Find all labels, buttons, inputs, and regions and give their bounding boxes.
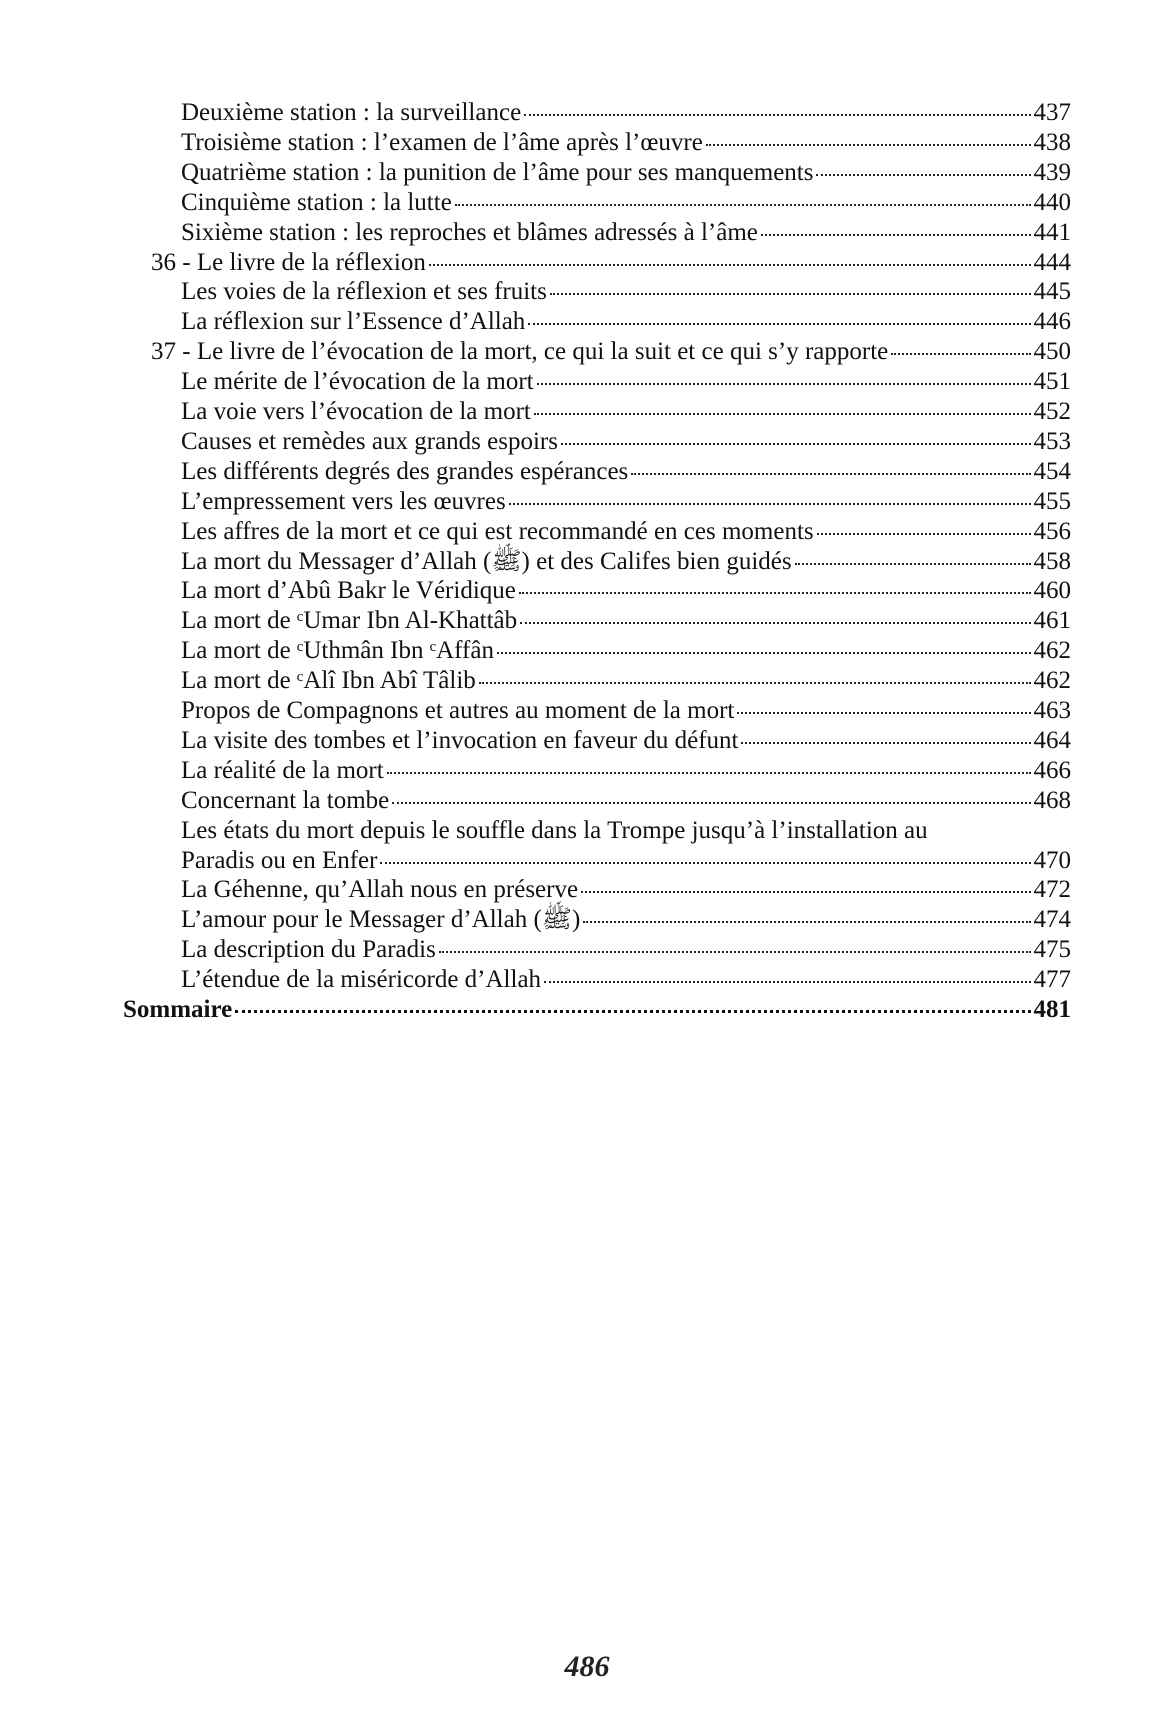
toc-entry[interactable] [181,963,1071,996]
dot-leader [528,323,1030,325]
dot-leader [429,264,1031,266]
toc-row [0,634,1174,667]
toc-entry-page: 477 [1033,966,1071,993]
toc-entry[interactable] [181,634,1071,667]
toc-entry[interactable] [181,275,1071,308]
toc-entry-title: Paradis ou en Enfer [181,847,378,874]
toc-entry[interactable] [181,903,1071,936]
toc-entry-page: 445 [1033,278,1071,305]
toc-entry[interactable] [181,933,1071,966]
dot-leader [706,144,1031,146]
toc-entry-title: Concernant la tombe [181,787,390,814]
toc-entry-title: Sixième station : les reproches et blâmes adressés à l’âme [181,219,758,246]
toc-entry-title: Le mérite de l’évocation de la mort [181,368,534,395]
toc-row [0,604,1174,637]
dot-leader [439,951,1031,953]
toc-entry-page: 458 [1033,548,1071,575]
toc-entry-page: 463 [1033,697,1071,724]
dot-leader [817,533,1031,535]
toc-entry[interactable] [181,186,1071,219]
dot-leader [537,383,1031,385]
dot-leader [524,114,1030,116]
toc-entry-title: La réflexion sur l’Essence d’Allah [181,308,526,335]
toc-entry-title: Propos de Compagnons et autres au moment de la mort [181,697,735,724]
toc-entry-page: 470 [1033,847,1071,874]
toc-entry-page: 453 [1033,428,1071,455]
toc-entry[interactable] [181,724,1071,757]
dot-leader [509,503,1031,505]
toc-entry[interactable] [181,515,1071,548]
toc-entry-page: 462 [1033,637,1071,664]
toc-entry-title: La réalité de la mort [181,757,384,784]
toc-entry[interactable] [181,96,1071,129]
dot-leader [534,413,1031,415]
toc-row [0,903,1174,936]
toc-row [0,156,1174,189]
toc-entry-page: 475 [1033,936,1071,963]
toc-row [0,814,1174,847]
toc-entry[interactable] [123,993,1071,1026]
dot-leader [387,772,1031,774]
toc-entry-page: 456 [1033,518,1071,545]
toc-entry[interactable] [181,604,1071,637]
toc-entry-page: 472 [1033,876,1071,903]
toc-entry[interactable] [151,335,1071,368]
toc-row [0,186,1174,219]
toc-entry[interactable] [181,216,1071,249]
toc-row [0,873,1174,906]
dot-leader [380,862,1030,864]
dot-leader [631,473,1030,475]
toc-entry-page: 439 [1033,159,1071,186]
dot-leader [520,622,1030,624]
toc-row [0,993,1174,1026]
toc-entry[interactable] [181,694,1071,727]
toc-entry-title: Sommaire [123,996,233,1023]
toc-entry-page: 450 [1033,338,1071,365]
toc-entry-title: L’amour pour le Messager d’Allah (ﷺ) [181,906,581,933]
toc-row [0,574,1174,607]
toc-entry-title: La voie vers l’évocation de la mort [181,398,531,425]
dot-leader [816,174,1030,176]
toc-entry[interactable] [181,455,1071,488]
toc-entry-page: 461 [1033,607,1071,634]
toc-entry[interactable] [181,664,1071,697]
toc-entry[interactable] [181,814,1071,847]
dot-leader [392,802,1030,804]
toc-entry-page: 437 [1033,99,1071,126]
toc-row [0,485,1174,518]
toc-entry-page: 460 [1033,577,1071,604]
toc-entry-page: 440 [1033,189,1071,216]
toc-row [0,216,1174,249]
dot-leader [581,891,1030,893]
toc-row [0,754,1174,787]
toc-entry-page: 446 [1033,308,1071,335]
toc-row [0,275,1174,308]
dot-leader [519,592,1031,594]
toc-row [0,395,1174,428]
toc-entry[interactable] [181,485,1071,518]
toc-entry-title: La mort d’Abû Bakr le Véridique [181,577,516,604]
toc-entry-title: La mort de ᶜAlî Ibn Abî Tâlib [181,667,476,694]
toc-row [0,365,1174,398]
toc-entry-title: La mort du Messager d’Allah (ﷺ) et des Califes bien guidés [181,548,792,575]
dot-leader [761,234,1031,236]
toc-entry[interactable] [181,305,1071,338]
dot-leader [583,921,1030,923]
toc-entry-title: Les états du mort depuis le souffle dans la Trompe jusqu’à l’installation au [181,817,928,844]
toc-entry-title: Les différents degrés des grandes espérances [181,458,629,485]
toc-entry-title: 36 - Le livre de la réflexion [151,249,426,276]
dot-leader [550,293,1031,295]
toc-row [0,694,1174,727]
toc-entry-page: 454 [1033,458,1071,485]
toc-entry-title: La mort de ᶜUmar Ibn Al-Khattâb [181,607,518,634]
toc-entry[interactable] [181,395,1071,428]
toc-entry[interactable] [181,574,1071,607]
toc-row [0,425,1174,458]
toc-entry-title: L’empressement vers les œuvres [181,488,506,515]
toc-row [0,335,1174,368]
toc-row [0,305,1174,338]
toc-entry-page: 481 [1033,996,1071,1023]
toc-row [0,724,1174,757]
dot-leader [737,712,1030,714]
toc-entry-page: 444 [1033,249,1071,276]
toc-row [0,933,1174,966]
toc-row [0,963,1174,996]
toc-row [0,455,1174,488]
toc-entry[interactable] [181,126,1071,159]
toc-entry[interactable] [181,156,1071,189]
toc-entry-page: 452 [1033,398,1071,425]
toc-entry-page: 438 [1033,129,1071,156]
toc-entry-page: 474 [1033,906,1071,933]
toc-entry-title: 37 - Le livre de l’évocation de la mort, ce qui la suit et ce qui s’y rapporte [151,338,889,365]
toc-entry-page: 455 [1033,488,1071,515]
toc-entry-title: Quatrième station : la punition de l’âme pour ses manquements [181,159,814,186]
toc-entry-title: La Géhenne, qu’Allah nous en préserve [181,876,579,903]
dot-leader [479,682,1031,684]
page-number: 486 [564,1650,610,1683]
toc-entry-title: L’étendue de la miséricorde d’Allah [181,966,542,993]
dot-leader [497,652,1031,654]
dot-leader [455,204,1031,206]
toc-row [0,664,1174,697]
toc-entry[interactable] [181,754,1071,787]
dot-leader [561,443,1031,445]
toc-entry-title: La description du Paradis [181,936,436,963]
toc-entry-page: 466 [1033,757,1071,784]
dot-leader [891,353,1030,355]
toc-entry-title: Causes et remèdes aux grands espoirs [181,428,558,455]
toc-entry-title: Les affres de la mort et ce qui est recommandé en ces moments [181,518,814,545]
toc-entry-title: Troisième station : l’examen de l’âme après l’œuvre [181,129,703,156]
toc-entry[interactable] [181,425,1071,458]
dot-leader [544,981,1030,983]
toc-entry-page: 451 [1033,368,1071,395]
toc-entry-title: La mort de ᶜUthmân Ibn ᶜAffân [181,637,494,664]
toc-entry-page: 462 [1033,667,1071,694]
toc-entry-title: La visite des tombes et l’invocation en faveur du défunt [181,727,739,754]
toc-entry[interactable] [181,873,1071,906]
toc-entry-title: Deuxième station : la surveillance [181,99,522,126]
toc-entry-title: Cinquième station : la lutte [181,189,452,216]
toc-row [0,784,1174,817]
toc-row [0,515,1174,548]
toc-entry-page: 468 [1033,787,1071,814]
toc-entry-page: 464 [1033,727,1071,754]
toc-entry-page: 441 [1033,219,1071,246]
dot-leader [795,563,1031,565]
toc-entry[interactable] [181,784,1071,817]
dot-leader [741,742,1030,744]
toc-row [0,126,1174,159]
toc-entry-title: Les voies de la réflexion et ses fruits [181,278,547,305]
toc-row [0,96,1174,129]
dot-leader [235,1010,1030,1013]
toc-entry[interactable] [181,365,1071,398]
